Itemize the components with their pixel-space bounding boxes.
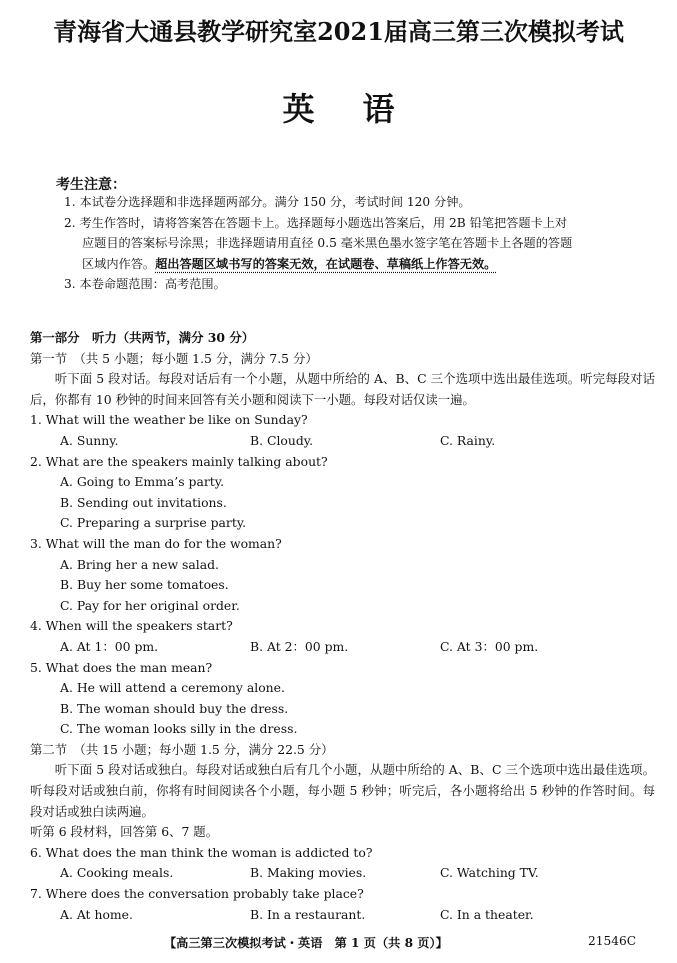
question-2: [30, 452, 655, 534]
notice-item-2-line-1: 2. 考生作答时，请将答案答在答题卡上。选择题每小题选出答案后，用 2B 铅笔把答题卡上对: [64, 215, 568, 230]
question-stem: 2. What are the speakers mainly talking about?: [30, 453, 328, 469]
question-7: [30, 884, 655, 925]
option-a: A. Cooking meals.: [60, 865, 174, 881]
option-a: A. At 1：00 pm.: [60, 638, 159, 654]
question-3: [30, 534, 655, 616]
footer-code: 21546C: [588, 934, 637, 948]
notice-item-2-line-3: [64, 254, 654, 275]
exam-body: [30, 328, 655, 925]
notice-heading: 考生注意：: [56, 177, 126, 193]
option-a: A. Bring her a new salad.: [60, 556, 219, 572]
option-b: B. In a restaurant.: [250, 906, 366, 922]
notice-item-3: 3. 本卷命题范围：高考范围。: [64, 277, 226, 292]
option-c: C. In a theater.: [440, 906, 534, 922]
question-stem: 4. When will the speakers start?: [30, 618, 233, 634]
option-b: B. Sending out invitations.: [60, 494, 227, 510]
option-b: B. Cloudy.: [250, 432, 314, 448]
question-stem: 6. What does the man think the woman is addicted to?: [30, 844, 373, 860]
section1-heading: 第一节 （共 5 小题；每小题 1.5 分，满分 7.5 分）: [30, 350, 318, 366]
option-a: A. At home.: [60, 906, 133, 922]
subject-title: 英语: [282, 90, 443, 128]
question-1: [30, 410, 655, 451]
question-4: [30, 616, 655, 657]
notice-item-1: 1. 本试卷分选择题和非选择题两部分。满分 150 分，考试时间 120 分钟。: [64, 195, 471, 209]
notice-item-2-line-2: 应题目的答案标号涂黑；非选择题请用直径 0.5 毫米黑色墨水签字笔在答题卡上各题的答题: [82, 236, 573, 251]
notice-emphasis: 超出答题区域书写的答案无效，在试题卷、草稿纸上作答无效。: [155, 256, 497, 271]
material-note: 听第 6 段材料，回答第 6、7 题。: [30, 824, 219, 840]
option-c: C. Rainy.: [440, 432, 496, 448]
section2-heading: 第二节 （共 15 小题；每小题 1.5 分，满分 22.5 分）: [30, 741, 334, 757]
notice-item-2-text: 区域内作答。: [82, 256, 156, 271]
section1-instructions: 听下面 5 段对话。每段对话后有一个小题，从题中所给的 A、B、C 三个选项中选出最佳选项。听完每段对话后，你都有 10 秒钟的时间来回答有关小题和阅读下一小题。每段对话仅读一遍。: [30, 371, 655, 407]
option-c: C. At 3：00 pm.: [440, 638, 539, 654]
option-c: C. The woman looks silly in the dress.: [60, 721, 298, 737]
notice-block: [64, 192, 654, 295]
option-a: A. Going to Emma’s party.: [60, 474, 225, 490]
options-row: [30, 637, 655, 658]
question-stem: 7. Where does the conversation probably take place?: [30, 886, 364, 902]
option-b: B. At 2：00 pm.: [250, 638, 349, 654]
option-b: B. Buy her some tomatoes.: [60, 577, 229, 593]
exam-title: 青海省大通县教学研究室2021届高三第三次模拟考试: [53, 17, 624, 46]
option-a: A. Sunny.: [60, 432, 119, 448]
question-stem: 3. What will the man do for the woman?: [30, 535, 282, 551]
option-c: C. Watching TV.: [440, 865, 539, 881]
question-stem: 1. What will the weather be like on Sunday?: [30, 412, 308, 428]
question-5: [30, 658, 655, 740]
option-c: C. Preparing a surprise party.: [60, 515, 247, 531]
question-6: [30, 843, 655, 884]
section2-instructions: 听下面 5 段对话或独白。每段对话或独白后有几个小题，从题中所给的 A、B、C 三个选项中选出最佳选项。听每段对话或独白前，你将有时间阅读各个小题，每小题 5 秒钟；听完后，各小题将给出 5 秒钟的作答时间。每段对话或独白读两遍。: [30, 762, 655, 819]
options-row: [30, 905, 655, 926]
option-a: A. He will attend a ceremony alone.: [60, 680, 285, 696]
part1-heading: 第一部分 听力（共两节，满分 30 分）: [30, 330, 255, 345]
options-row: [30, 431, 655, 452]
option-b: B. The woman should buy the dress.: [60, 700, 289, 716]
options-row: [30, 863, 655, 884]
footer-page-info: 【高三第三次模拟考试・英语 第 1 页（共 8 页）】: [164, 936, 448, 950]
option-b: B. Making movies.: [250, 865, 367, 881]
question-stem: 5. What does the man mean?: [30, 659, 213, 675]
option-c: C. Pay for her original order.: [60, 597, 240, 613]
